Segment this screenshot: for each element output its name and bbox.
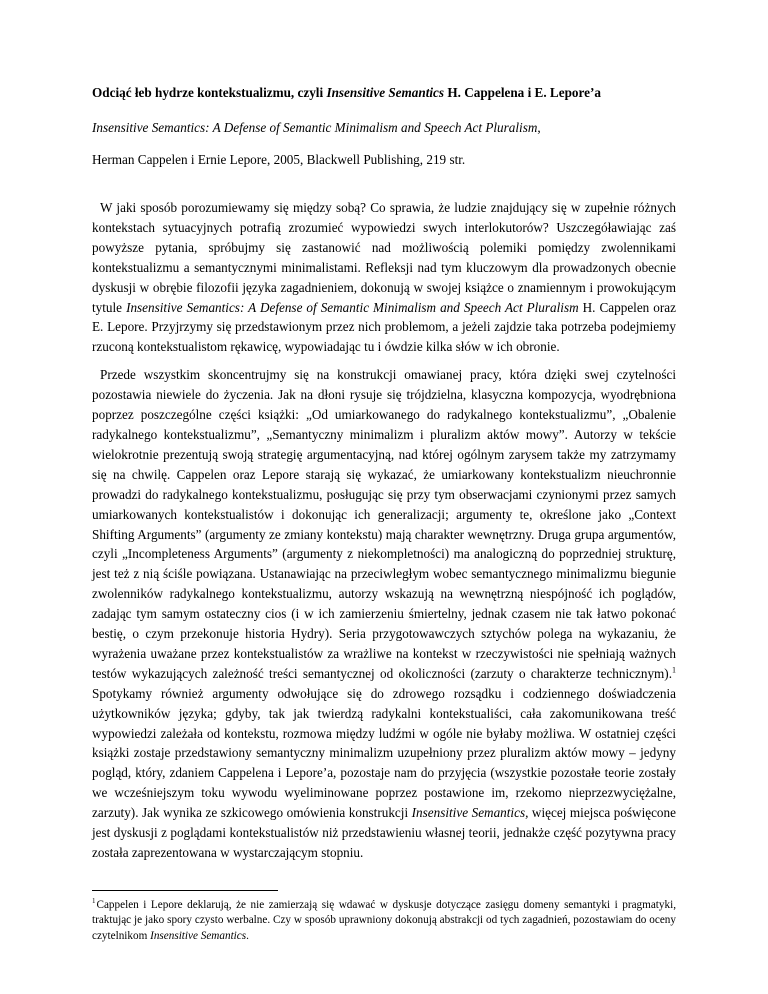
title-authors: H. Cappelena i E. Lepore’a bbox=[444, 85, 601, 100]
footnote-reference[interactable]: 1 bbox=[672, 665, 676, 675]
publication-info: Herman Cappelen i Ernie Lepore, 2005, Blackwell Publishing, 219 str. bbox=[92, 152, 466, 167]
book-title-line bbox=[92, 119, 692, 137]
paragraph-1-text-a: W jaki sposób porozumiewamy się między sobą? Co sprawia, że ludzie znajdujący się w zupełnie różnych kontekstach sytuacyjnych potrafią zrozumieć wypowiedzi swych interlokutorów? Uszczegóławiając zaś powyższe pytania, spróbujmy się zastanowić nad możliwością polemiki pomiędzy zwolennikami kontekstualizmu a semantycznymi minimalistami. Refleksji nad tym kluczowym dla prowadzonych obecnie dyskusji w obrębie filozofii języka zagadnieniem, dokonują w swojej książce o znamiennym i prowokującym tytule bbox=[92, 200, 676, 315]
book-title-comma: , bbox=[537, 120, 541, 135]
footnote-text-b: . bbox=[246, 929, 249, 942]
title-book-name: Insensitive Semantics bbox=[326, 85, 445, 100]
footnote-book-title: Insensitive Semantics bbox=[150, 929, 247, 942]
paragraph-2-text-c: więcej miejsca poświęcone jest dyskusji z poglądami kontekstualistów niż przedstawieniu własnej teorii, jednakże część pozytywna pracy została zaprezentowana w wystarczającym stopniu. bbox=[92, 805, 676, 860]
article-body bbox=[92, 198, 676, 871]
paragraph-1-text-b: H. Cappelen oraz E. Lepore. Przyjrzymy się przedstawionym przez nich problemom, a jeżeli zajdzie taka potrzeba podejmiemy rzuconą kontekstualistom rękawicę, wypowiadając tu i ówdzie kilka słów w ich obronie. bbox=[92, 299, 676, 355]
paragraph-2 bbox=[92, 365, 676, 863]
article-title bbox=[92, 84, 692, 102]
title-text: Odciąć łeb hydrze kontekstualizmu, czyli bbox=[92, 85, 327, 100]
footnote-text-a: Cappelen i Lepore deklarują, że nie zamierzają się wdawać w dyskusje dotyczące zasięgu domeny semantyki i pragmatyki, traktując je jako spory czysto werbalne. Czy w sposób uprawniony dokonują abstrakcji od tych zagadnień, pozostawiam do oceny czytelnikom bbox=[92, 899, 676, 942]
paragraph-2-text-b: Spotykamy również argumenty odwołujące się do zdrowego rozsądku i codziennego doświadczenia użytkowników języka; gdyby, tak jak twierdzą radykalni kontekstualiści, cała zakomunikowana treść wypowiedzi zależała od kontekstu, rozmowa między ludźmi w ogóle nie byłaby możliwa. W ostatniej części książki zostaje przedstawiony semantyczny minimalizm uzupełniony przez pluralizm aktów mowy – jedyny pogląd, który, zdaniem Cappelena i Lepore’a, pozostaje nam do przyjęcia (wszystkie pozostałe teorie zostały we wcześniejszym toku wywodu wyeliminowane poprzez postawione im, rzekomo nieprzezwyciężalne, zarzuty). Jak wynika ze szkicowego omówienia konstrukcji bbox=[92, 685, 676, 821]
paragraph-1 bbox=[92, 198, 676, 357]
footnote bbox=[92, 898, 676, 944]
paragraph-1-book-title: Insensitive Semantics: A Defense of Semantic Minimalism and Speech Act Pluralism bbox=[126, 299, 579, 315]
footnote-divider bbox=[92, 890, 278, 891]
paragraph-2-book-title: Insensitive Semantics, bbox=[411, 805, 529, 821]
paragraph-2-text-a: Przede wszystkim skoncentrujmy się na konstrukcji omawianej pracy, która dzięki swej czytelności pozostawia niewiele do życzenia. Jak na dłoni rysuje się trójdzielna, klasyczna kompozycja, wyodrębniona poprzez poszczególne części książki: „Od umiarkowanego do radykalnego kontekstualizmu”, „Obalenie radykalnego kontekstualizmu”, „Semantyczny minimalizm i pluralizm aktów mowy”. Autorzy w tekście wielokrotnie prezentują swoją strategię argumentacyjną, nad której ogólnym zarysem także my zatrzymamy się na chwilę. Cappelen oraz Lepore starają się wykazać, że umiarkowany kontekstualizm nieuchronnie prowadzi do radykalnego kontekstualizmu, posługując się przy tym obserwacjami czynionymi przez samych umiarkowanych kontekstualistów i dokonując ich generalizacji; argumenty te, określone jako „Context Shifting Arguments” (argumenty ze zmiany kontekstu) mają charakter wewnętrzny. Druga grupa argumentów, czyli „Incompleteness Arguments” (argumenty z niekompletności) ma analogiczną do poprzedniej strukturę, jest też z nią ściśle powiązana. Ustanawiając na przeciwległym wobec semantycznego minimalizmu biegunie zwolenników radykalnego kontekstualizmu, autorzy wskazują na wewnętrzną niespójność ich poglądów, zadając tym samym ostateczny cios (i w ich zamierzeniu śmiertelny, jednak czasem nie tak łatwo pokonać bestię, o czym przekonuje historia Hydry). Seria przygotowawczych sztychów polega na wykazaniu, że wyrażenia uważane przez kontekstualistów za wrażliwe na kontekst w rzeczywistości nie spełniają ważnych testów wykazujących zależność treści semantycznej od okoliczności (zarzuty o charakterze technicznym). bbox=[92, 367, 676, 681]
book-title: Insensitive Semantics: A Defense of Semantic Minimalism and Speech Act Pluralism bbox=[92, 120, 538, 135]
footnote-mark: 1 bbox=[92, 897, 96, 906]
